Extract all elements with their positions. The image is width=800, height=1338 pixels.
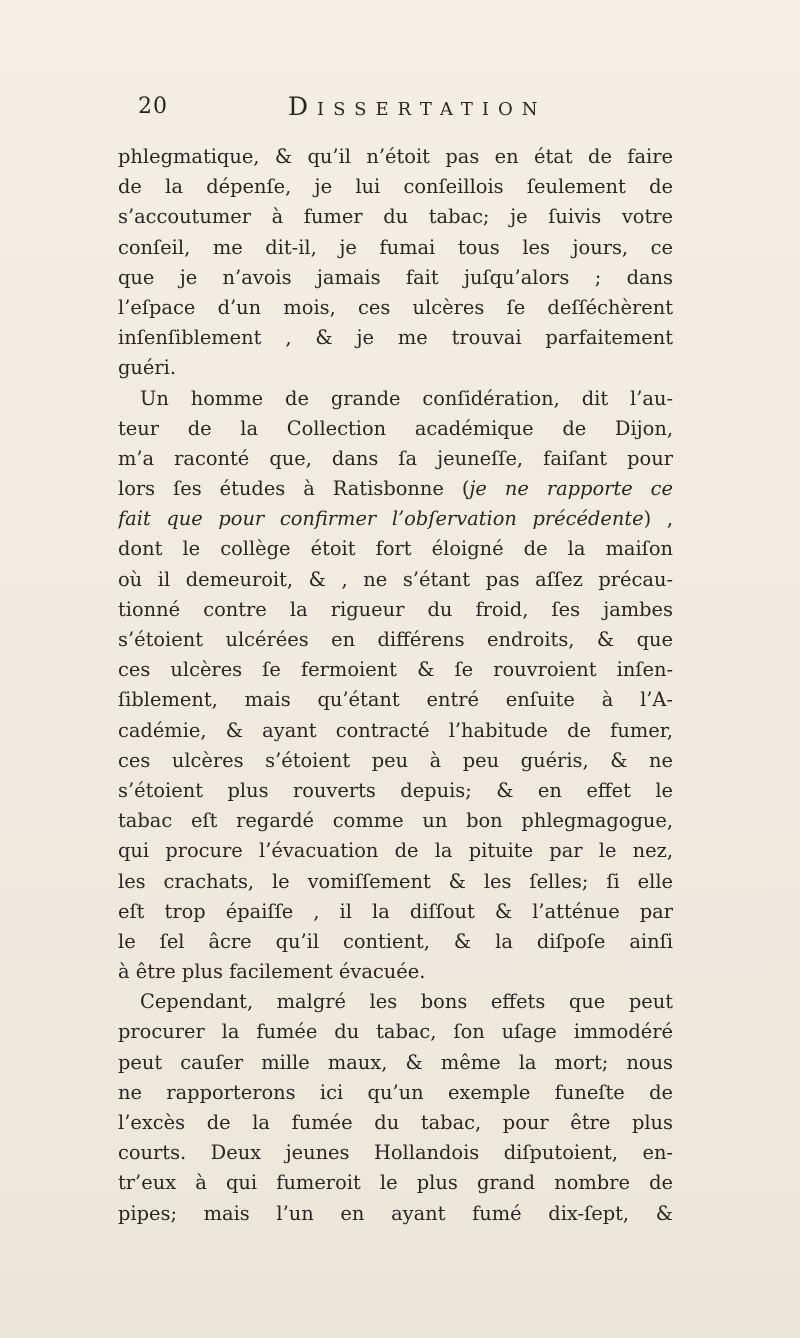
text-line: guéri. (118, 356, 177, 380)
text-line: tr’eux à qui fumeroit le plus grand nombre de (118, 1171, 673, 1195)
text-line: s’étoient ulcérées en différens endroits, & que (118, 628, 673, 651)
text-line: conſeil, me dit-il, je fumai tous les jours, ce (118, 235, 673, 259)
text-line: tabac eſt regardé comme un bon phlegmagogue, (118, 809, 673, 833)
text-line: que je n’avois jamais fait juſqu’alors ; dans (118, 265, 673, 289)
text-line: ces ulcères ſe fermoient & ſe rouvroient inſen- (118, 658, 673, 682)
text-line: s’étoient plus rouverts depuis; & en effet le (118, 778, 673, 802)
text-line: ſiblement, mais qu’étant entré enſuite à l’A- (118, 688, 673, 712)
text-line: qui procure l’évacuation de la pituite par le nez, (118, 839, 673, 863)
page-header (138, 94, 690, 124)
text-line: pipes; mais l’un en ayant fumé dix-ſept, & (118, 1201, 673, 1225)
text-line: peut cauſer mille maux, & même la mort; nous (118, 1050, 673, 1074)
running-title: Dissertation (288, 92, 547, 121)
italic-segment: je ne rapporte ce (469, 477, 673, 501)
text-line: tionné contre la rigueur du froid, ſes jambes (118, 597, 673, 621)
text-line: de la dépenſe, je lui conſeillois ſeulement de (118, 175, 673, 199)
text-line: inſenſiblement , & je me trouvai parfaitement (118, 326, 673, 350)
text-line: les crachats, le vomiſſement & les ſelles; ſi elle (118, 869, 673, 893)
text-line: procurer la fumée du tabac, ſon uſage immodéré (118, 1020, 673, 1044)
text-line: où il demeuroit, & , ne s’étant pas aſſez précau- (118, 567, 673, 591)
text-line: l’eſpace d’un mois, ces ulcères ſe deſſéchèrent (118, 295, 673, 319)
italic-segment: fait que pour confirmer l’obſervation précédente (118, 507, 644, 531)
text-line: teur de la Collection académique de Dijon, (118, 416, 673, 440)
text-segment: ) , (643, 507, 673, 531)
text-line: m’a raconté que, dans ſa jeuneſſe, faiſant pour (118, 446, 673, 470)
text-line: dont le collège étoit fort éloigné de la maiſon (118, 537, 673, 561)
text-line: ne rapporterons ici qu’un exemple funeſte de (118, 1080, 673, 1104)
text-line: à être plus facilement évacuée. (118, 960, 426, 984)
text-line: le ſel âcre qu’il contient, & la diſpoſe ainſi (118, 929, 673, 953)
text-line: courts. Deux jeunes Hollandois diſputoient, en- (118, 1141, 673, 1165)
paragraph-start-line: Un homme de grande conſidération, dit l’au- (140, 386, 673, 410)
text-line: ces ulcères s’étoient peu à peu guéris, & ne (118, 748, 673, 772)
text-line: phlegmatique, & qu’il n’étoit pas en état de faire (118, 145, 673, 168)
page-number: 20 (138, 94, 168, 119)
text-line (118, 474, 673, 504)
text-line (118, 504, 673, 534)
text-line: cadémie, & ayant contracté l’habitude de fumer, (118, 718, 673, 742)
text-line: eſt trop épaiſſe , il la diſſout & l’atténue par (118, 899, 673, 923)
text-segment: lors ſes études à Ratisbonne ( (118, 477, 470, 501)
paragraph-start-line: Cependant, malgré les bons effets que peut (140, 990, 673, 1014)
body-text (118, 142, 673, 1229)
text-line: l’excès de la fumée du tabac, pour être plus (118, 1111, 673, 1134)
text-line: s’accoutumer à fumer du tabac; je ſuivis votre (118, 205, 673, 229)
